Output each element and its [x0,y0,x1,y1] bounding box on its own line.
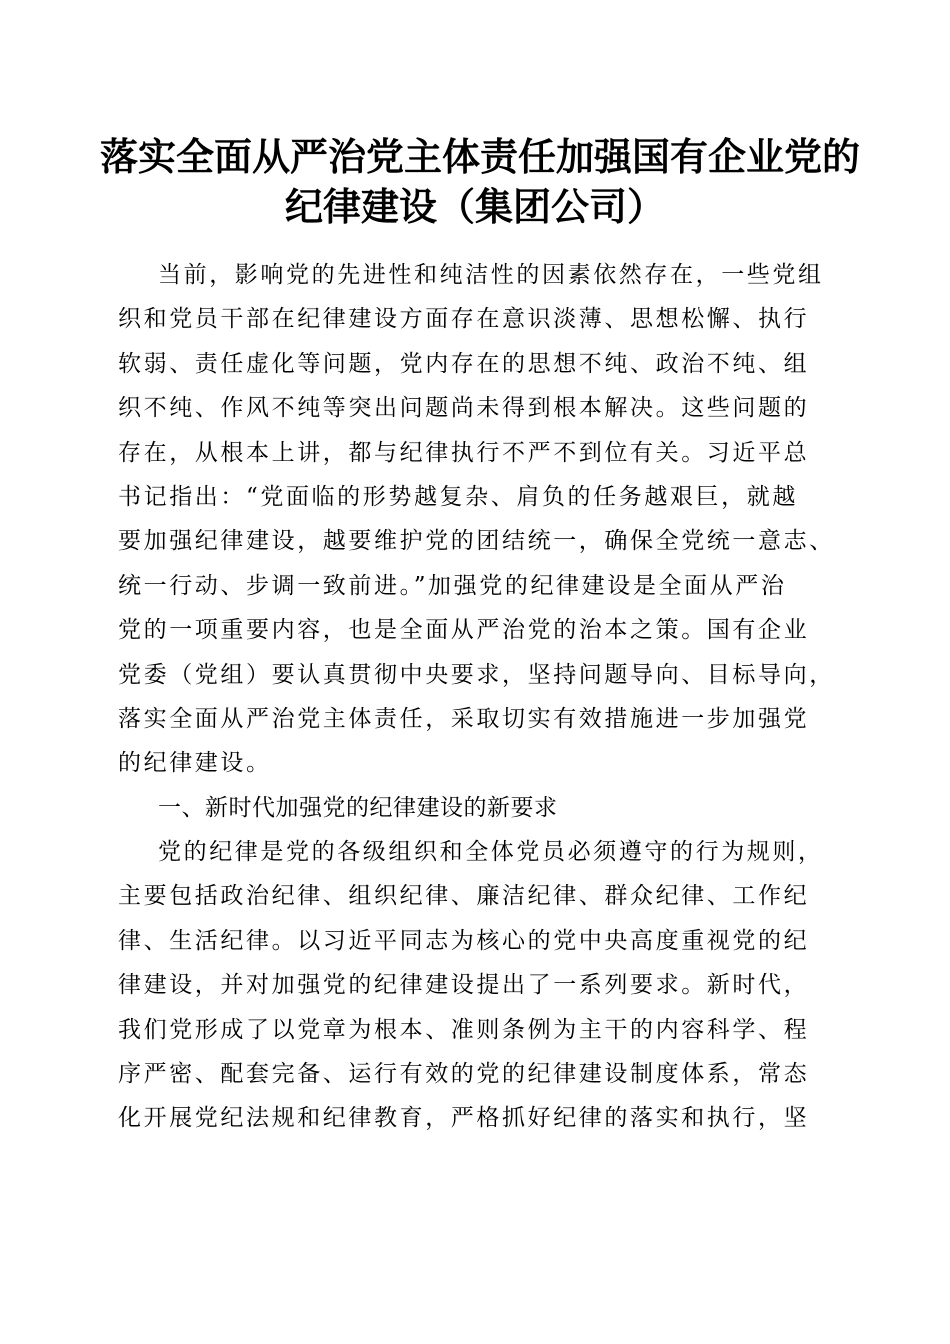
title-line-2: 纪律建设（集团公司） [284,184,665,229]
paragraph-line: 织和党员干部在纪律建设方面存在意识淡薄、思想松懈、执行 [118,306,810,333]
paragraph-line: 统一行动、步调一致前进。”加强党的纪律建设是全面从严治 [118,572,787,599]
paragraph-line: 党的一项重要内容，也是全面从严治党的治本之策。国有企业 [118,617,810,644]
paragraph-line: 书记指出：“党面临的形势越复杂、肩负的任务越艰巨，就越 [118,483,798,510]
paragraph-intro [118,253,838,786]
paragraph-line: 律、生活纪律。以习近平同志为核心的党中央高度重视党的纪 [118,927,810,954]
paragraph-line: 化开展党纪法规和纪律教育，严格抓好纪律的落实和执行，坚 [118,1105,810,1132]
paragraph-line: 党的纪律是党的各级组织和全体党员必须遵守的行为规则， [158,839,824,866]
section-heading-1: 一、新时代加强党的纪律建设的新要求 [158,794,558,821]
paragraph-line: 要加强纪律建设，越要维护党的团结统一，确保全党统一意志、 [118,528,835,555]
paragraph-line: 落实全面从严治党主体责任，采取切实有效措施进一步加强党 [118,705,810,732]
paragraph-line: 律建设，并对加强党的纪律建设提出了一系列要求。新时代， [118,972,810,999]
paragraph-line: 的纪律建设。 [118,750,272,777]
paragraph-line: 我们党形成了以党章为根本、准则条例为主干的内容科学、程 [118,1016,810,1043]
paragraph-line: 当前，影响党的先进性和纯洁性的因素依然存在，一些党组 [158,262,824,288]
paragraph-line: 软弱、责任虚化等问题，党内存在的思想不纯、政治不纯、组 [118,350,810,377]
paragraph-line: 存在，从根本上讲，都与纪律执行不严不到位有关。习近平总 [118,439,810,466]
paragraph-line: 党委（党组）要认真贯彻中央要求，坚持问题导向、目标导向， [118,661,835,688]
title-line-1: 落实全面从严治党主体责任加强国有企业党的 [100,134,861,179]
paragraph-line: 织不纯、作风不纯等突出问题尚未得到根本解决。这些问题的 [118,395,810,422]
paragraph-section-1 [118,830,838,1141]
paragraph-line: 主要包括政治纪律、组织纪律、廉洁纪律、群众纪律、工作纪 [118,883,810,910]
document-title [100,132,861,232]
paragraph-line: 序严密、配套完备、运行有效的党的纪律建设制度体系，常态 [118,1061,810,1088]
document-body [118,253,838,1141]
